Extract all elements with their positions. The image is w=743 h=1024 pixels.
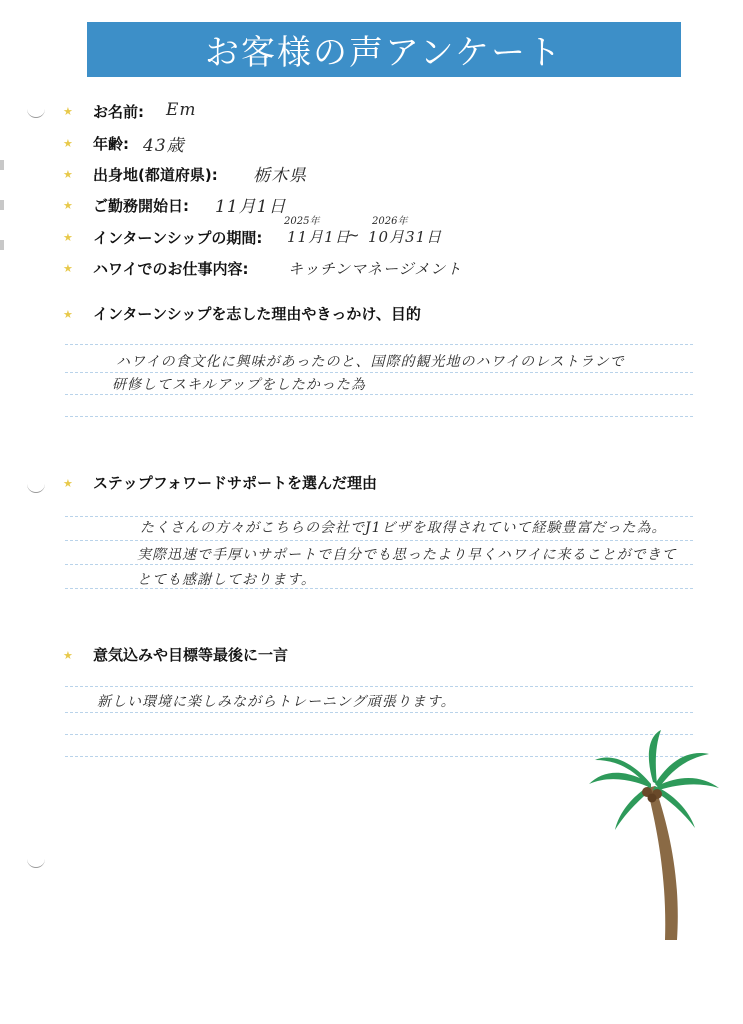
message-line: 新しい環境に楽しみながらトレーニング頑張ります。 — [97, 694, 456, 710]
hometown-value: 栃木県 — [253, 166, 307, 186]
star-bullet-icon: ★ — [63, 262, 73, 275]
job-content-value: キッチンマネージメント — [288, 260, 463, 278]
age-label: 年齢: — [93, 135, 129, 153]
edge-mark — [0, 160, 4, 170]
message-heading: 意気込みや目標等最後に一言 — [93, 646, 289, 664]
period-start-year: 2025年 — [284, 216, 320, 227]
star-bullet-icon: ★ — [63, 105, 73, 118]
name-label: お名前: — [93, 103, 144, 121]
star-bullet-icon: ★ — [63, 168, 73, 181]
page-title: お客様の声アンケート — [205, 33, 563, 73]
title-banner — [87, 22, 681, 77]
star-bullet-icon: ★ — [63, 308, 73, 321]
period-from: 11月1日 — [287, 228, 351, 246]
ruled-line — [65, 416, 693, 417]
palm-tree-icon — [585, 728, 725, 943]
star-bullet-icon: ★ — [63, 199, 73, 212]
reason-heading: インターンシップを志した理由やきっかけ、目的 — [93, 305, 421, 323]
star-bullet-icon: ★ — [63, 137, 73, 150]
ruled-line — [65, 394, 693, 395]
ruled-line — [65, 686, 693, 687]
reason-line: 研修してスキルアップをしたかった為 — [112, 377, 366, 393]
binder-hole-icon — [27, 855, 45, 868]
ruled-line — [65, 372, 693, 373]
name-value: Em — [166, 100, 197, 120]
internship-period-label: インターンシップの期間: — [93, 229, 263, 247]
star-bullet-icon: ★ — [63, 477, 73, 490]
star-bullet-icon: ★ — [63, 231, 73, 244]
support-line: たくさんの方々がこちらの会社でJ1ビザを取得されていて経験豊富だった為。 — [140, 520, 667, 536]
ruled-line — [65, 712, 693, 713]
edge-mark — [0, 200, 4, 210]
ruled-line — [65, 540, 693, 541]
ruled-line — [65, 564, 693, 565]
support-heading: ステップフォワードサポートを選んだ理由 — [93, 474, 377, 492]
start-date-value: 11月1日 — [215, 197, 287, 217]
support-line: とても感謝しております。 — [137, 572, 316, 588]
star-bullet-icon: ★ — [63, 649, 73, 662]
start-date-label: ご勤務開始日: — [93, 197, 189, 215]
support-line: 実際迅速で手厚いサポートで自分でも思ったより早くハワイに来ることができて — [137, 547, 677, 563]
period-separator: ~ — [347, 226, 361, 244]
binder-hole-icon — [27, 480, 45, 493]
hometown-label: 出身地(都道府県): — [93, 166, 218, 184]
period-to: 10月31日 — [368, 228, 443, 246]
period-end-year: 2026年 — [372, 216, 408, 227]
edge-mark — [0, 240, 4, 250]
job-content-label: ハワイでのお仕事内容: — [93, 260, 249, 278]
ruled-line — [65, 344, 693, 345]
binder-hole-icon — [27, 105, 45, 118]
age-value: 43歳 — [143, 136, 185, 156]
reason-line: ハワイの食文化に興味があったのと、国際的観光地のハワイのレストランで — [116, 354, 625, 370]
